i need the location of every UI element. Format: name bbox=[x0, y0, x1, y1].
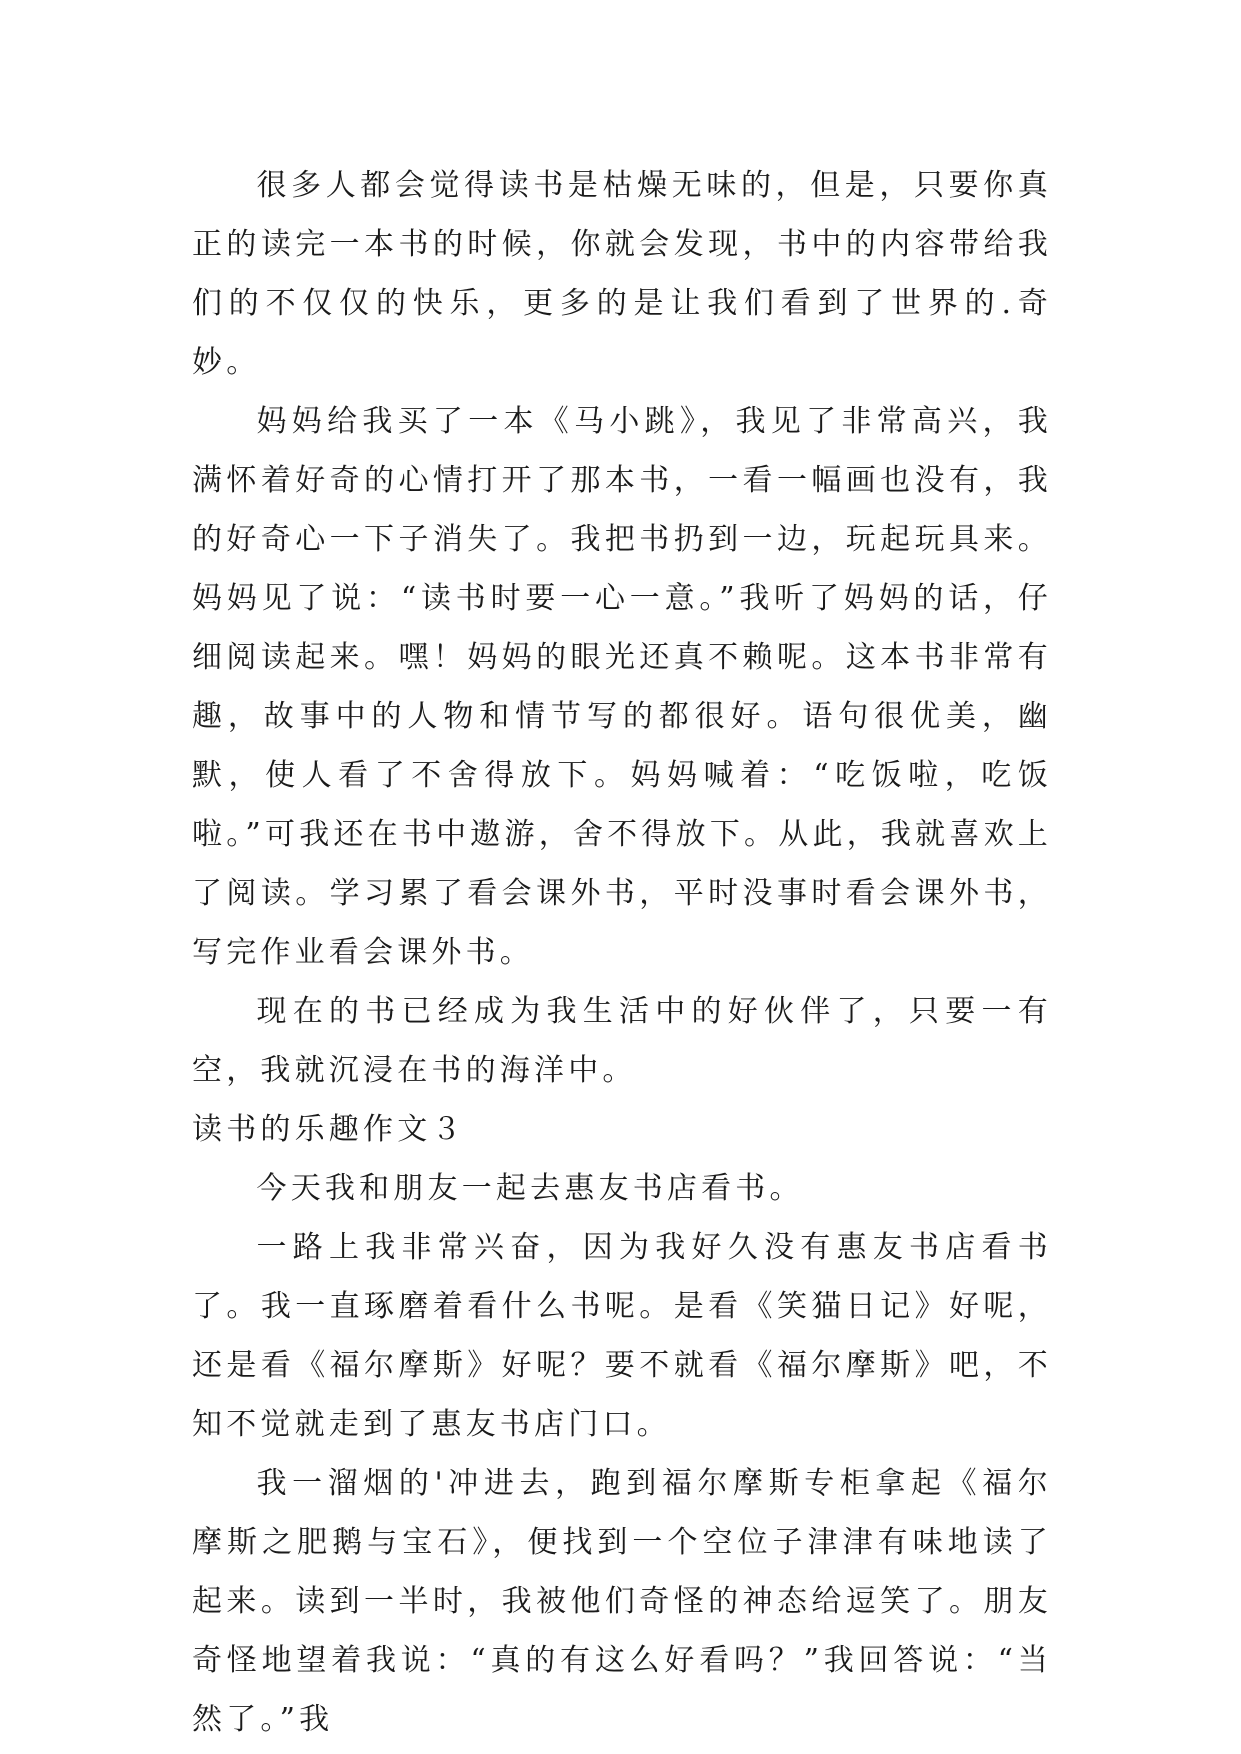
section-title: 读书的乐趣作文３ bbox=[192, 1112, 466, 1147]
paragraph-bookstore-visit: 今天我和朋友一起去惠友书店看书。 bbox=[256, 1171, 804, 1206]
paragraph-mom-book: 妈妈给我买了一本《马小跳》，我见了非常高兴，我满怀着好奇的心情打开了那本书，一看一幅画也没有，我的好奇心一下子消失了。我把书扔到一边，玩起玩具来。妈妈见了说：“读书时要一心一意。”我听了妈妈的话，仔细阅读起来。嘿！妈妈的眼光还真不赖呢。这本书非常有趣，故事中的人物和情节写的都很好。语句很优美，幽默，使人看了不舍得放下。妈妈喊着：“吃饭啦，吃饭啦。”可我还在书中遨游，舍不得放下。从此，我就喜欢上了阅读。学习累了看会课外书，平时没事时看会课外书，写完作业看会课外书。 bbox=[192, 404, 1052, 970]
document-body bbox=[192, 156, 1052, 1749]
paragraph-on-the-way: 一路上我非常兴奋，因为我好久没有惠友书店看书了。我一直琢磨着看什么书呢。是看《笑猫日记》好呢，还是看《福尔摩斯》好呢？要不就看《福尔摩斯》吧，不知不觉就走到了惠友书店门口。 bbox=[192, 1230, 1052, 1442]
paragraph-intro: 很多人都会觉得读书是枯燥无味的，但是，只要你真正的读完一本书的时候，你就会发现，书中的内容带给我们的不仅仅的快乐，更多的是让我们看到了世界的.奇妙。 bbox=[192, 168, 1052, 380]
paragraph-reading-sherlock: 我一溜烟的'冲进去，跑到福尔摩斯专柜拿起《福尔摩斯之肥鹅与宝石》，便找到一个空位子津津有味地读了起来。读到一半时，我被他们奇怪的神态给逗笑了。朋友奇怪地望着我说：“真的有这么好看吗？”我回答说：“当然了。”我 bbox=[192, 1466, 1052, 1737]
paragraph-good-companion: 现在的书已经成为我生活中的好伙伴了，只要一有空，我就沉浸在书的海洋中。 bbox=[192, 994, 1052, 1088]
